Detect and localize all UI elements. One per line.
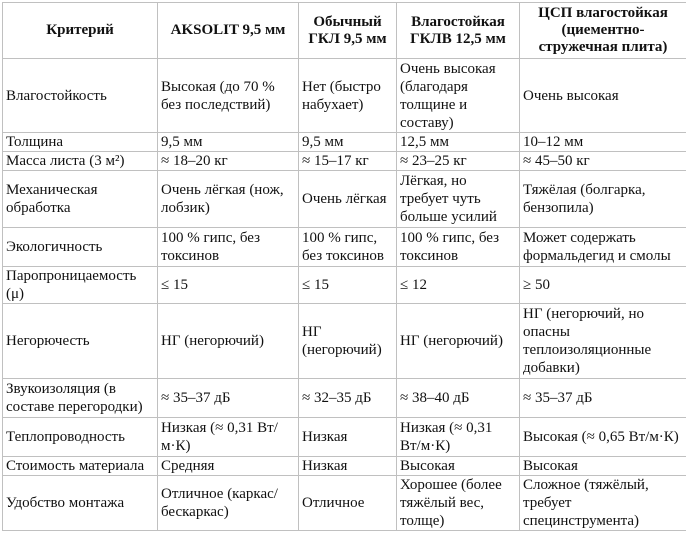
header-row [3,3,686,59]
tsp-cell: ≈ 45–50 кг [520,152,686,171]
gklv-cell: Высокая [397,457,520,476]
table-row [3,152,686,171]
tsp-cell: Очень высокая [520,59,686,133]
header-gkl: Обычный ГКЛ 9,5 мм [299,3,397,59]
table-row [3,476,686,531]
criterion-cell: Экологичность [3,228,158,267]
criterion-cell: Масса листа (3 м²) [3,152,158,171]
header-tsp: ЦСП влагостойкая (циeментно-стружечная плита) [520,3,686,59]
table-row [3,133,686,152]
gklv-cell: Хорошее (более тяжёлый вес, толще) [397,476,520,531]
gklv-cell: Низкая (≈ 0,31 Вт/м·К) [397,418,520,457]
gkl-cell: ≤ 15 [299,267,397,304]
table-row [3,228,686,267]
aksolit-cell: ≈ 35–37 дБ [158,379,299,418]
gkl-cell: Отличное [299,476,397,531]
table-row [3,418,686,457]
criterion-cell: Паропроницаемость (μ) [3,267,158,304]
gklv-cell: 12,5 мм [397,133,520,152]
aksolit-cell: ≈ 18–20 кг [158,152,299,171]
gkl-cell: Очень лёгкая [299,171,397,228]
gklv-cell: ≤ 12 [397,267,520,304]
gkl-cell: Низкая [299,418,397,457]
criterion-cell: Звукоизоляция (в составе перегородки) [3,379,158,418]
comparison-table [2,2,686,531]
table-row [3,379,686,418]
table-row [3,304,686,379]
criterion-cell: Негорючесть [3,304,158,379]
gkl-cell: 100 % гипс, без токсинов [299,228,397,267]
aksolit-cell: Очень лёгкая (нож, лобзик) [158,171,299,228]
criterion-cell: Стоимость материала [3,457,158,476]
tsp-cell: ≈ 35–37 дБ [520,379,686,418]
table-row [3,59,686,133]
criterion-cell: Удобство монтажа [3,476,158,531]
gklv-cell: НГ (негорючий) [397,304,520,379]
criterion-cell: Толщина [3,133,158,152]
gkl-cell: 9,5 мм [299,133,397,152]
tsp-cell: 10–12 мм [520,133,686,152]
tsp-cell: НГ (негорючий, но опасны теплоизоляционные добавки) [520,304,686,379]
criterion-cell: Теплопроводность [3,418,158,457]
aksolit-cell: Низкая (≈ 0,31 Вт/м·К) [158,418,299,457]
aksolit-cell: 100 % гипс, без токсинов [158,228,299,267]
criterion-cell: Влагостойкость [3,59,158,133]
tsp-cell: Может содержать формальдегид и смолы [520,228,686,267]
table-row [3,171,686,228]
header-criterion: Критерий [3,3,158,59]
gklv-cell: Лёгкая, но требует чуть больше усилий [397,171,520,228]
gklv-cell: ≈ 23–25 кг [397,152,520,171]
gklv-cell: Очень высокая (благодаря толщине и составу) [397,59,520,133]
header-aksolit: AKSOLIT 9,5 мм [158,3,299,59]
gkl-cell: Низкая [299,457,397,476]
gkl-cell: ≈ 15–17 кг [299,152,397,171]
aksolit-cell: 9,5 мм [158,133,299,152]
table-row [3,457,686,476]
aksolit-cell: Высокая (до 70 % без последствий) [158,59,299,133]
tsp-cell: Высокая [520,457,686,476]
table-row [3,267,686,304]
gkl-cell: НГ (негорючий) [299,304,397,379]
tsp-cell: Тяжёлая (болгарка, бензопила) [520,171,686,228]
header-gklv: Влагостойкая ГКЛВ 12,5 мм [397,3,520,59]
gkl-cell: ≈ 32–35 дБ [299,379,397,418]
aksolit-cell: Средняя [158,457,299,476]
tsp-cell: Высокая (≈ 0,65 Вт/м·К) [520,418,686,457]
gklv-cell: 100 % гипс, без токсинов [397,228,520,267]
criterion-cell: Механическая обработка [3,171,158,228]
tsp-cell: ≥ 50 [520,267,686,304]
aksolit-cell: НГ (негорючий) [158,304,299,379]
aksolit-cell: Отличное (каркас/бескаркас) [158,476,299,531]
gklv-cell: ≈ 38–40 дБ [397,379,520,418]
gkl-cell: Нет (быстро набухает) [299,59,397,133]
aksolit-cell: ≤ 15 [158,267,299,304]
tsp-cell: Сложное (тяжёлый, требует специнструмента) [520,476,686,531]
